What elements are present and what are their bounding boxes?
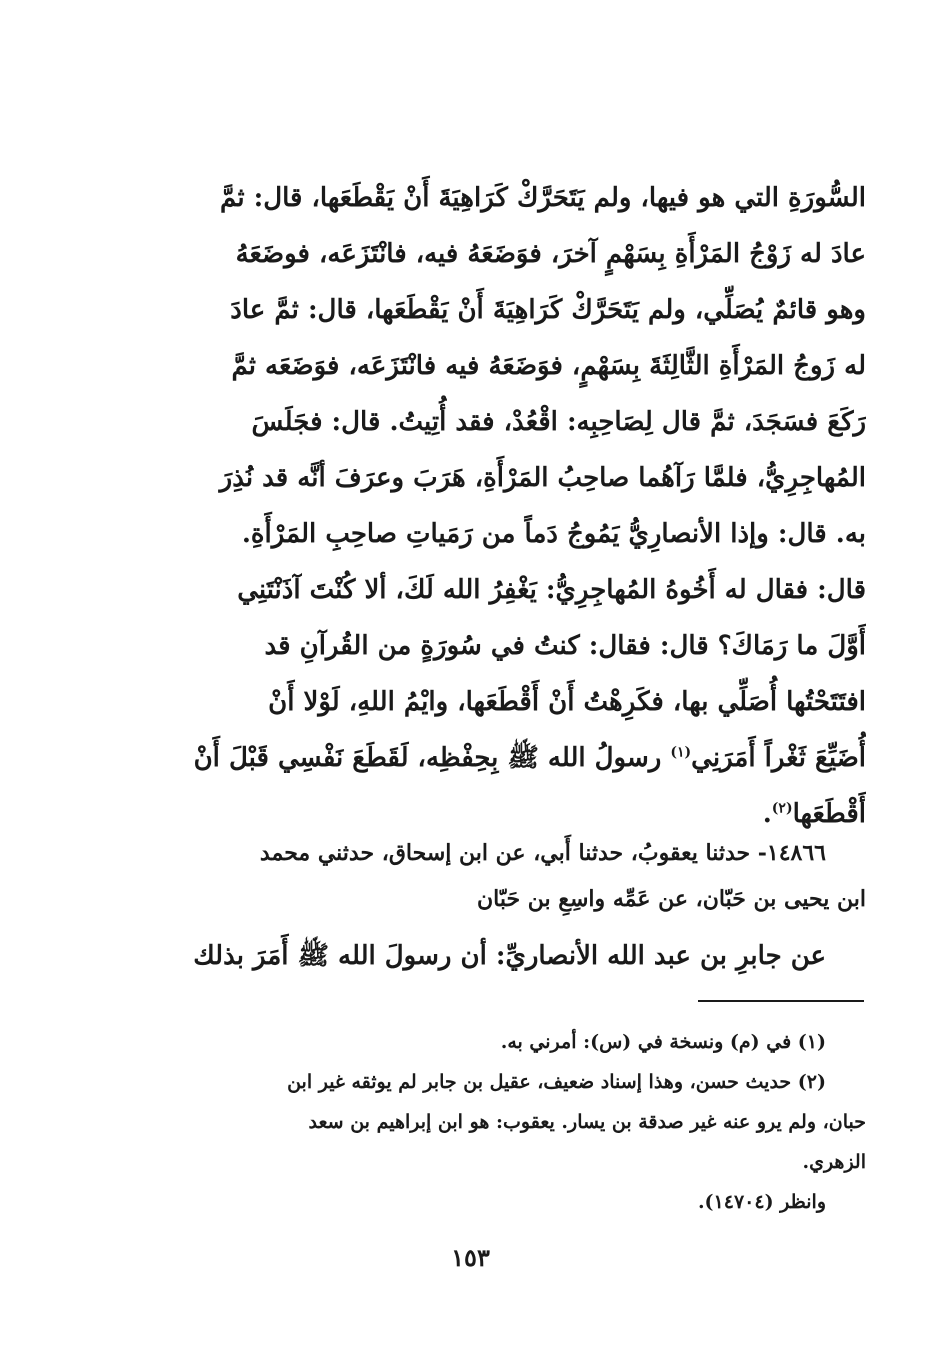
hadith-isnad [158, 830, 866, 922]
text-line-7: به. قال: وإذا الأنصارِيُّ يَمُوجُ دَماً من رَمَياتِ صاحِبِ المَرْأَةِ. [241, 519, 866, 549]
text-line-9: أَوَّلَ ما رَمَاكَ؟ قال: فقال: كنتُ في سُورَةٍ من القُرآنِ قد [264, 631, 866, 661]
text-line-1: السُّورَةِ التي هو فيها، ولم يَتَحَرَّكْ كَرَاهِيَةَ أَنْ يَقْطَعَها، قال: ثمَّ [220, 183, 866, 213]
hadith-matn [158, 928, 866, 984]
text-line-4: له زَوجُ المَرْأَةِ الثَّالِثَةَ بِسَهْمٍ، فوَضَعَهُ فيه فانْتَزَعَه، فوَضَعَه ثمَّ [231, 351, 866, 381]
page-number: ١٥٣ [451, 1243, 490, 1272]
text-line-10: افتَتَحْتُها أُصَلِّي بها، فكَرِهْتُ أَنْ أَقْطَعَها، وايْمُ اللهِ، لَوْلا أَنْ [268, 687, 866, 717]
text-line-6: المُهاجِرِيُّ، فلمَّا رَآهُما صاحِبُ المَرْأَةِ، هَرَبَ وعرَفَ أنَّه قد نُذِرَ [219, 463, 866, 493]
footnote-2-line-2: حبان، ولم يرو عنه غير صدقة بن يسار. يعقوب: هو ابن إبراهيم بن سعد [308, 1111, 866, 1133]
text-line-12-end: . [762, 799, 772, 829]
text-line-5: رَكَعَ فسَجَدَ، ثمَّ قال لِصَاحِبِه: اقْعُدْ، فقد أُتِيتُ. قال: فجَلَسَ [251, 407, 866, 437]
text-line-11-tail: رسولُ الله ﷺ بِحِفْظِه، لَقَطَعَ نَفْسِي قَبْلَ أَنْ [193, 743, 662, 773]
main-text-block [158, 170, 866, 842]
hadith-matn-text: عن جابرِ بن عبد الله الأنصاريِّ: أن رسولَ الله ﷺ أَمَرَ بذلك [193, 941, 826, 971]
text-line-2: عادَ له زَوْجُ المَرْأَةِ بِسَهْمٍ آخرَ، فوَضَعَهُ فيه، فانْتَزَعَه، فوضَعَهُ [235, 239, 866, 269]
footnote-divider [698, 1000, 864, 1002]
text-line-8: قال: فقال له أَخُوهُ المُهاجِرِيُّ: يَغْفِرُ الله لَكَ، ألا كُنْتَ آذَنْتَنِي [237, 575, 866, 605]
footnote-ref-1: (١) [670, 744, 692, 761]
footnotes-block [158, 1022, 866, 1222]
text-line-11 [158, 730, 866, 786]
footnote-ref-2: (٢) [771, 800, 793, 817]
footnote-1: (١) في (م) ونسخة في (س): أمرني به. [500, 1031, 826, 1053]
footnote-2-line-3: الزهري. [802, 1151, 866, 1173]
footnote-2-line-1: (٢) حديث حسن، وهذا إسناد ضعيف، عقيل بن جابر لم يوثقه غير ابن [287, 1071, 826, 1093]
text-line-3: وهو قائمٌ يُصَلِّي، ولم يَتَحَرَّكْ كَرَاهِيَةَ أَنْ يَقْطَعَها، قال: ثمَّ عادَ [230, 295, 866, 325]
hadith-line-2: ابن يحيى بن حَبّان، عن عَمِّه واسِعِ بن حَبّان [477, 886, 866, 912]
text-line-11-head: أُضَيِّعَ ثَغْراً أَمَرَنِي [691, 743, 866, 773]
footnote-2-line-4: وانظر (١٤٧٠٤). [697, 1191, 826, 1213]
text-line-12-head: أَقْطَعَها [792, 799, 866, 829]
hadith-line-1: ١٤٨٦٦- حدثنا يعقوبُ، حدثنا أَبي، عن ابن إسحاق، حدثني محمد [259, 840, 826, 866]
